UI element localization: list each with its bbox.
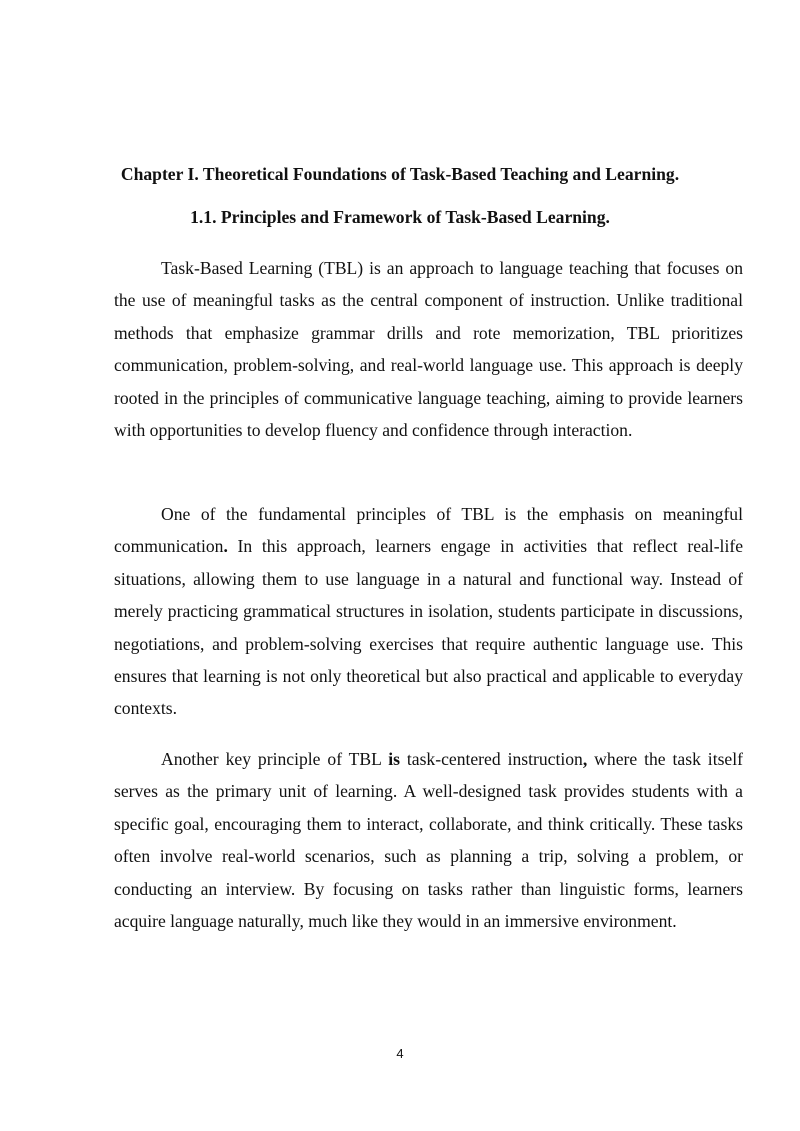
paragraph-3-text-c: where the task itself serves as the primary unit of learning. A well-designed task provides students with a specific goal, encouraging them to interact, collaborate, and think critically. These tasks often involve real-world scenarios, such as planning a trip, solving a problem, or conducting an interview. By focusing on tasks rather than linguistic forms, learners acquire language naturally, much like they would in an immersive environment. — [114, 749, 743, 932]
paragraph-3-text-a: Another key principle of TBL — [161, 749, 389, 769]
paragraph-1: Task-Based Learning (TBL) is an approach to language teaching that focuses on the use of meaningful tasks as the central component of instruction. Unlike traditional methods that emphasize grammar drills and rote memorization, TBL prioritizes communication, problem-solving, and real-world language use. This approach is deeply rooted in the principles of communicative language teaching, aiming to provide learners with opportunities to develop fluency and confidence through interaction. — [114, 258, 743, 441]
section-title: 1.1. Principles and Framework of Task-Based Learning. — [190, 207, 610, 227]
paragraph-3-bold-is: is — [388, 749, 400, 769]
paragraph-2-text-b: In this approach, learners engage in activities that reflect real-life situations, allowing them to use language in a natural and functional way. Instead of merely practicing grammatical structures in isolation, students participate in discussions, negotiations, and problem-solving exercises that require authentic language use. This ensures that learning is not only theoretical but also practical and applicable to everyday contexts. — [114, 536, 743, 719]
page-number: 4 — [396, 1046, 404, 1061]
paragraph-2-text-a: One of the fundamental principles of TBL is the emphasis on meaningful communication — [114, 504, 743, 557]
paragraph-3 — [114, 743, 743, 937]
chapter-title: Chapter I. Theoretical Foundations of Task-Based Teaching and Learning. — [120, 164, 680, 184]
paragraph-3-bold-comma: , — [582, 749, 588, 769]
paragraph-3-text-b: task-centered instruction — [399, 749, 583, 769]
paragraph-2 — [114, 498, 743, 725]
paragraph-2-bold-period: . — [223, 536, 228, 557]
